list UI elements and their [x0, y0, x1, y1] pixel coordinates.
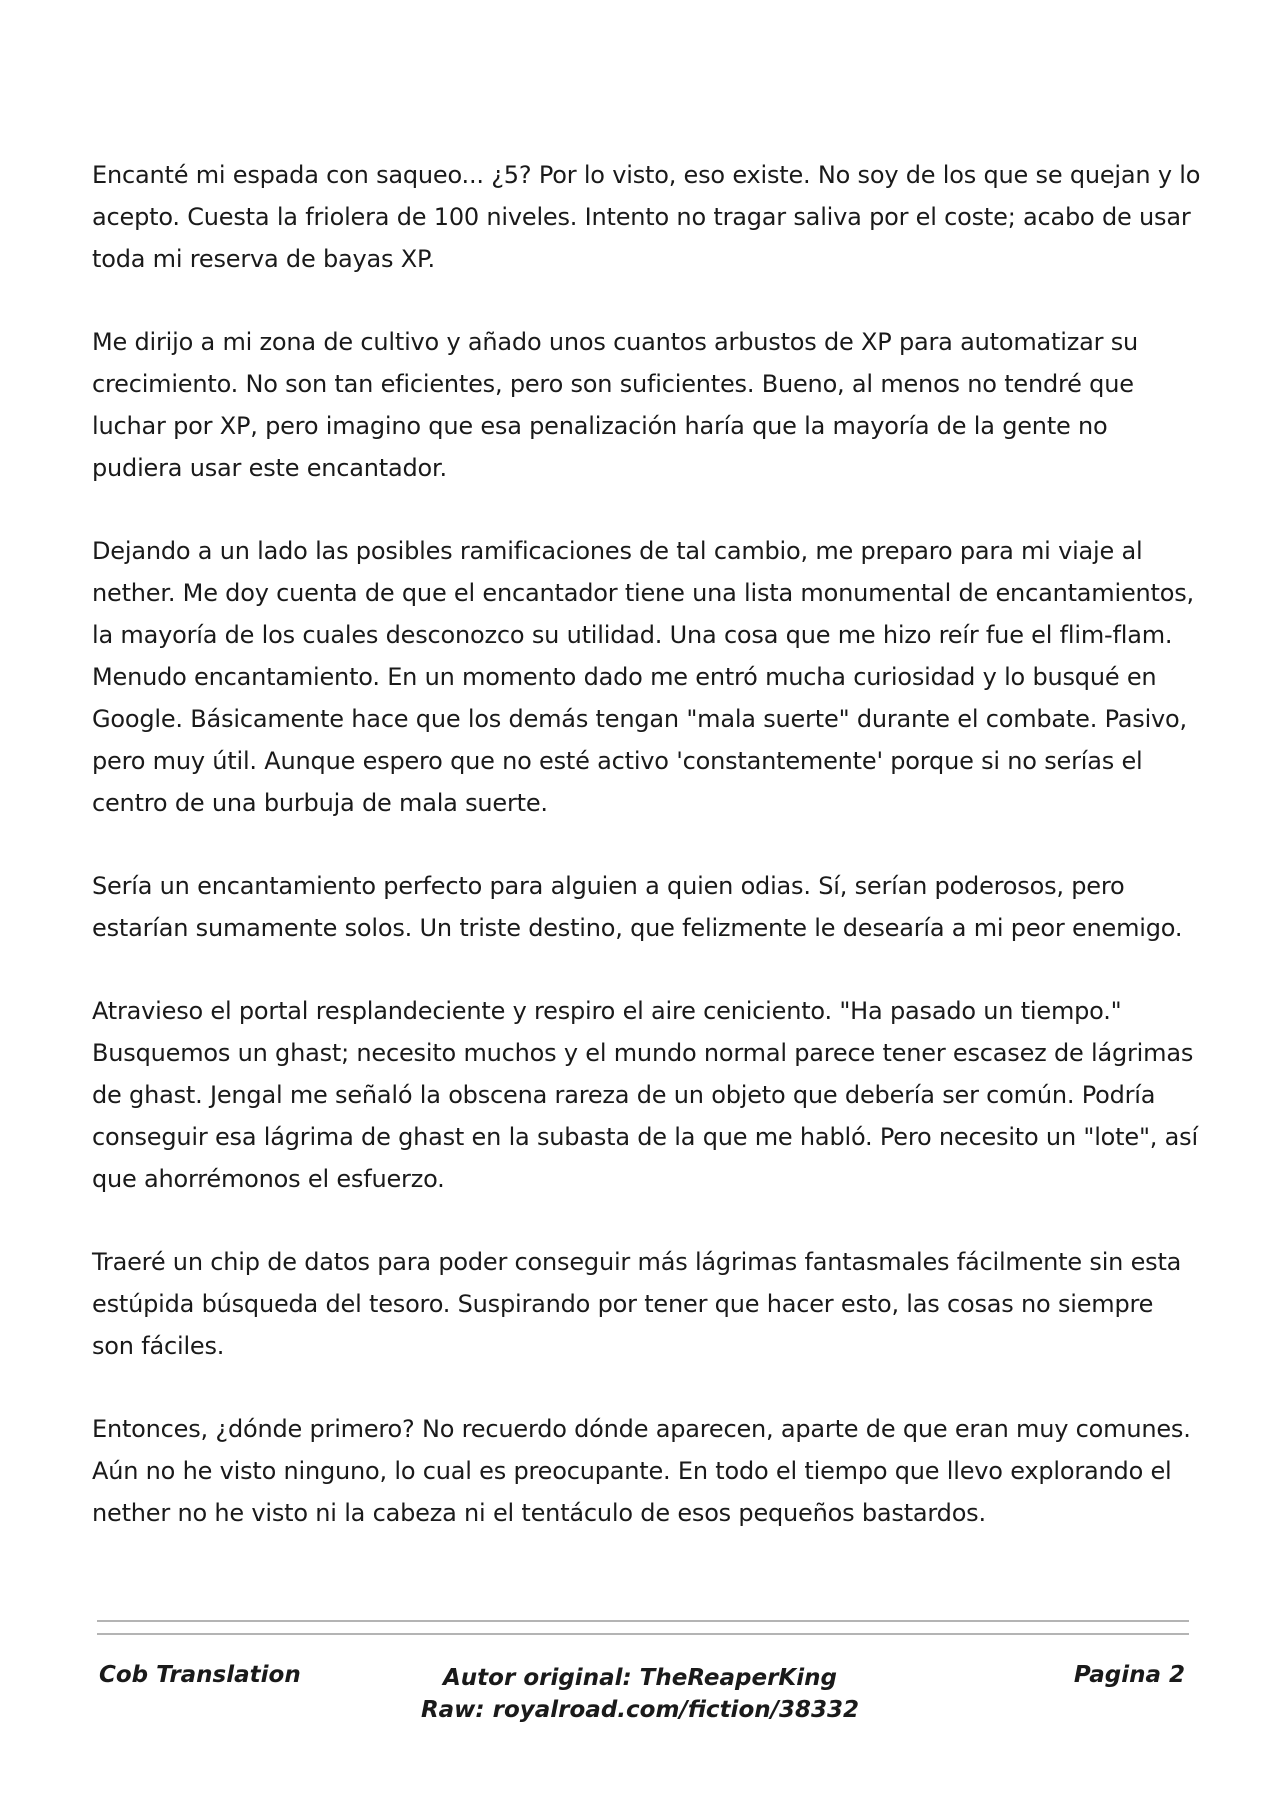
paragraph: Encanté mi espada con saqueo... ¿5? Por lo visto, eso existe. No soy de los que se quejan y lo acepto. Cuesta la friolera de 100 niveles. Intento no tragar saliva por el coste; acabo de usar toda mi reserva de bayas XP. [92, 161, 1201, 273]
original-author: Autor original: TheReaperKing [443, 1665, 837, 1691]
footer-divider-bottom [97, 1633, 1189, 1635]
paragraph: Entonces, ¿dónde primero? No recuerdo dónde aparecen, aparte de que eran muy comunes. Aún no he visto ninguno, lo cual es preocupante. En todo el tiempo que llevo explorando el nether no he visto ni la cabeza ni el tentáculo de esos pequeños bastardos. [92, 1415, 1191, 1527]
paragraph: Me dirijo a mi zona de cultivo y añado unos cuantos arbustos de XP para automatizar su crecimiento. No son tan eficientes, pero son suficientes. Bueno, al menos no tendré que luchar por XP, pero imagino que esa penalización haría que la mayoría de la gente no pudiera usar este encantador. [92, 328, 1139, 482]
paragraph: Sería un encantamiento perfecto para alguien a quien odias. Sí, serían poderosos, pero estarían sumamente solos. Un triste destino, que felizmente le desearía a mi peor enemigo. [92, 872, 1183, 942]
paragraph: Traeré un chip de datos para poder conseguir más lágrimas fantasmales fácilmente sin esta estúpida búsqueda del tesoro. Suspirando por tener que hacer esto, las cosas no siempre son fáciles. [92, 1248, 1182, 1360]
translator-credit: Cob Translation [99, 1662, 301, 1688]
paragraph: Dejando a un lado las posibles ramificaciones de tal cambio, me preparo para mi viaje al nether. Me doy cuenta de que el encantador tiene una lista monumental de encantamientos, la mayoría de los cuales desconozco su utilidad. Una cosa que me hizo reír fue el flim-flam. Menudo encantamiento. En un momento dado me entró mucha curiosidad y lo busqué en Google. Básicamente hace que los demás tengan "mala suerte" durante el combate. Pasivo, pero muy útil. Aunque espero que no esté activo 'constantemente' porque si no serías el centro de una burbuja de mala suerte. [92, 537, 1194, 817]
footer-divider-top [97, 1620, 1189, 1622]
page-number: Pagina 2 [1073, 1662, 1185, 1688]
body-text [92, 154, 1202, 1575]
raw-source: Raw: royalroad.com/fiction/38332 [420, 1697, 860, 1723]
paragraph: Atravieso el portal resplandeciente y respiro el aire ceniciento. "Ha pasado un tiempo." Busquemos un ghast; necesito muchos y el mundo normal parece tener escasez de lágrimas de ghast. Jengal me señaló la obscena rareza de un objeto que debería ser común. Podría conseguir esa lágrima de ghast en la subasta de la que me habló. Pero necesito un "lote", así que ahorrémonos el esfuerzo. [92, 997, 1198, 1193]
